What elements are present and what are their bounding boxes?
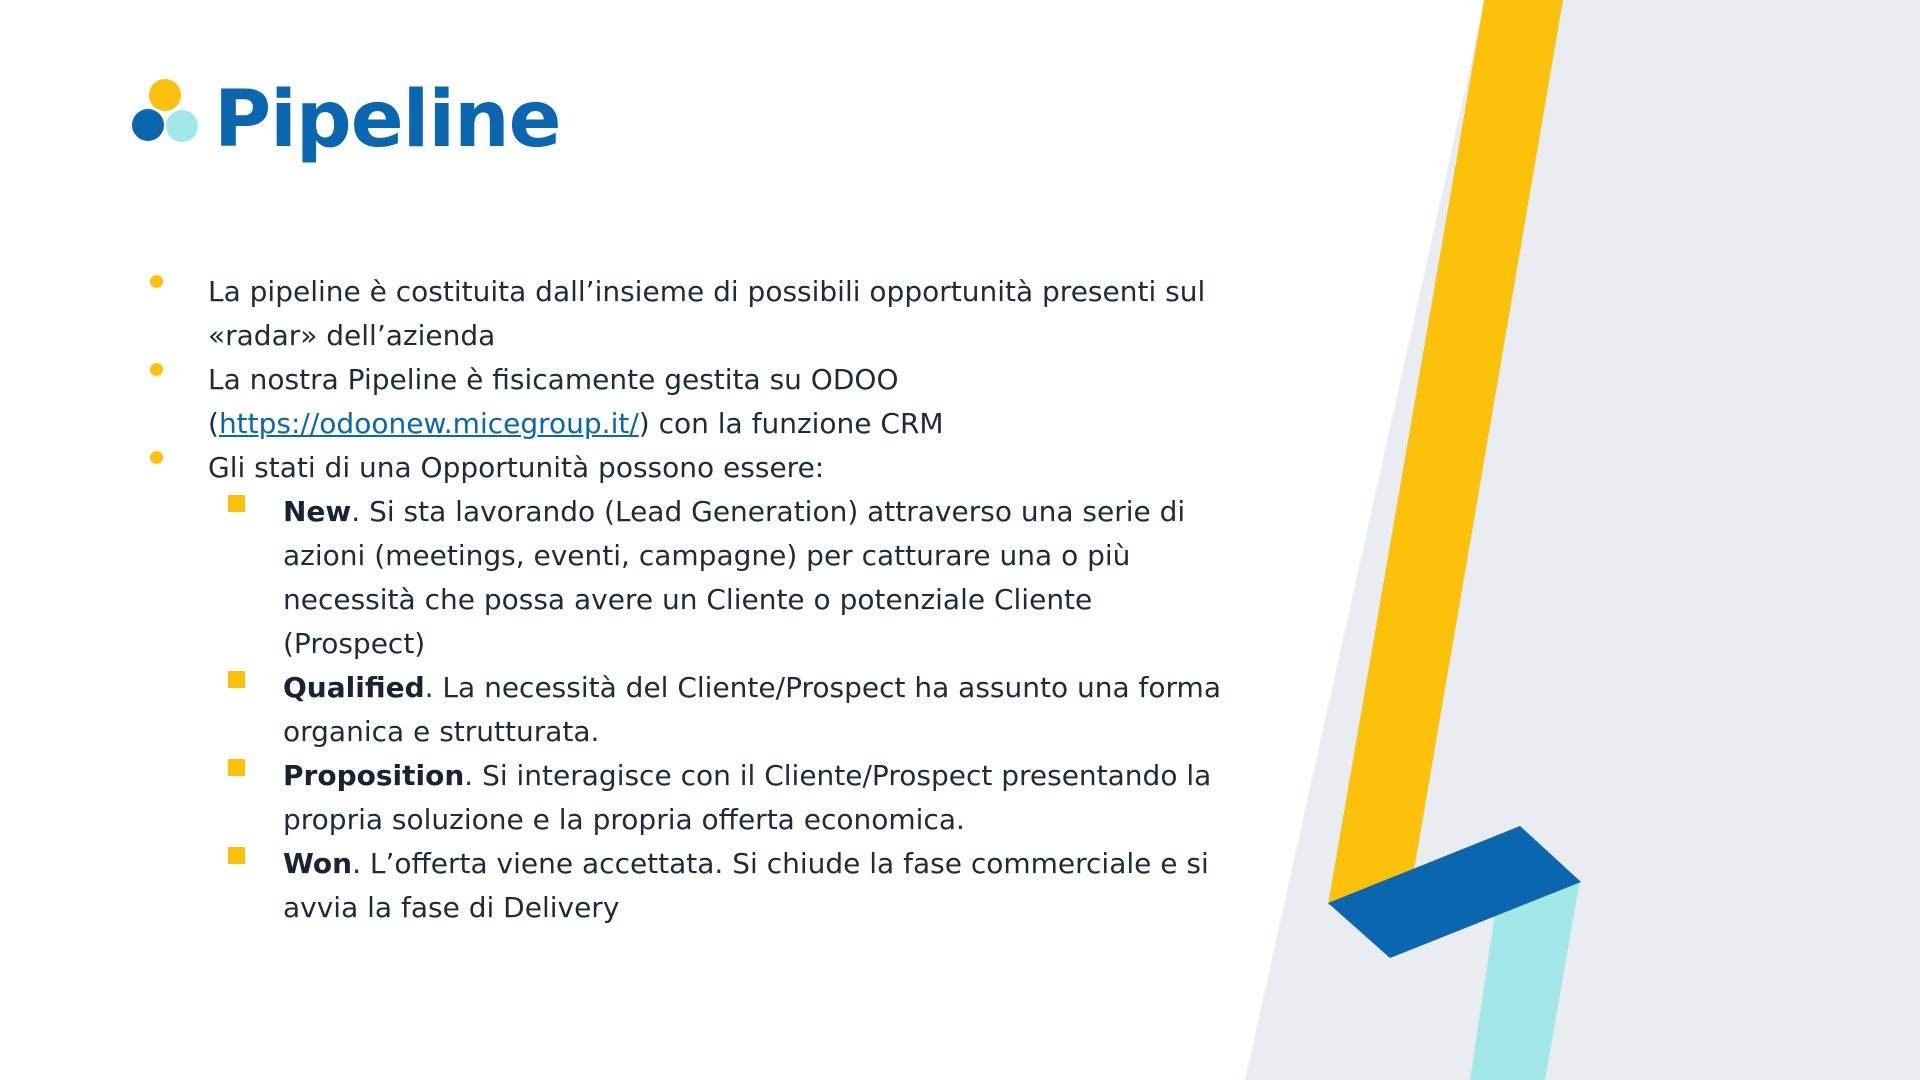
state-description: . Si sta lavorando (Lead Generation) attraverso una serie di azioni (meetings, eventi, campagne) per catturare una o più necessità che possa avere un Cliente o potenziale Cliente (Prospect): [283, 495, 1186, 660]
page-title: Pipeline: [214, 75, 561, 165]
state-description: . L’offerta viene accettata. Si chiude la fase commerciale e si avvia la fase di Delivery: [283, 847, 1209, 924]
state-name: Qualified: [283, 671, 425, 704]
bullet-text: La pipeline è costituita dall’insieme di possibili opportunità presenti sul «radar» dell’azienda: [208, 275, 1206, 352]
bullet-item: [148, 358, 1228, 446]
bullet-dot-icon: [150, 451, 163, 464]
logo-circles-icon: [130, 78, 204, 148]
bullet-square-icon: [228, 759, 245, 776]
state-description: . La necessità del Cliente/Prospect ha assunto una forma organica e strutturata.: [283, 671, 1221, 748]
bullet-square-icon: [228, 847, 245, 864]
sub-bullet-item-new: [148, 490, 1228, 666]
bullet-dot-icon: [150, 363, 163, 376]
bullet-square-icon: [228, 671, 245, 688]
bullet-dot-icon: [150, 275, 163, 288]
state-description: . Si interagisce con il Cliente/Prospect presentando la propria soluzione e la propria offerta economica.: [283, 759, 1212, 836]
slide-content: [148, 270, 1228, 930]
bullet-text-after-link: ) con la funzione CRM: [638, 407, 944, 440]
state-name: New: [283, 495, 352, 528]
state-name: Won: [283, 847, 353, 880]
bullet-item: [148, 446, 1228, 490]
bullet-square-icon: [228, 495, 245, 512]
odoo-link[interactable]: https://odoonew.micegroup.it/: [218, 407, 639, 440]
sub-bullet-item-proposition: [148, 754, 1228, 842]
bullet-text: Gli stati di una Opportunità possono essere:: [208, 451, 825, 484]
bullet-text-before-link: La nostra Pipeline è fisicamente gestita su ODOO (: [208, 363, 899, 440]
bullet-item: [148, 270, 1228, 358]
sub-bullet-item-qualified: [148, 666, 1228, 754]
sub-bullet-item-won: [148, 842, 1228, 930]
state-name: Proposition: [283, 759, 465, 792]
